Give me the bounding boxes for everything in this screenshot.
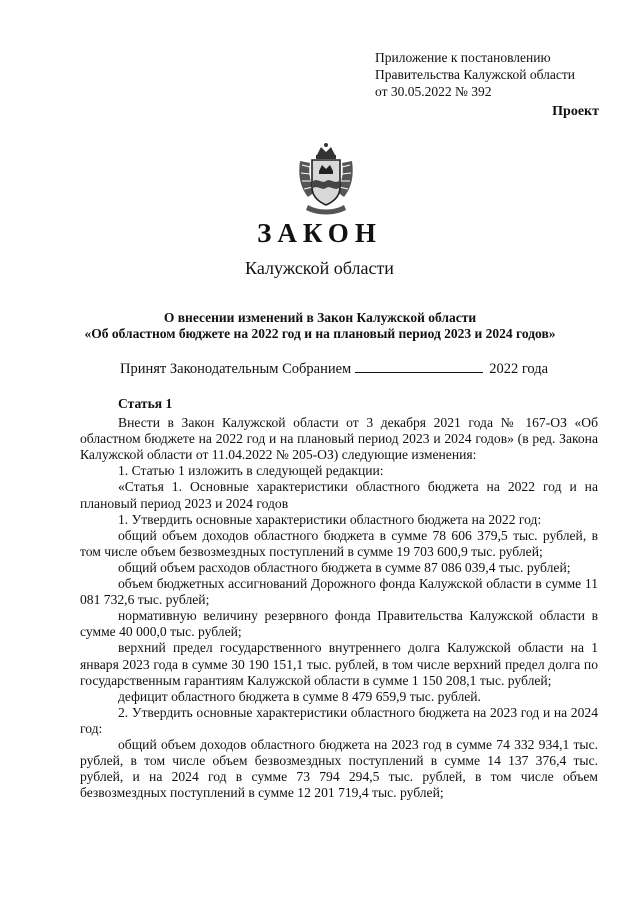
body-paragraph: нормативную величину резервного фонда Правительства Калужской области в сумме 40 000,0 тыс. рублей; [80,608,598,640]
adoption-suffix: 2022 года [489,361,549,377]
body-paragraph: 1. Статью 1 изложить в следующей редакции: [118,463,384,479]
coat-of-arms-icon [294,141,358,217]
date-blank-line [355,360,483,373]
appendix-line-1: Приложение к постановлению [375,50,551,65]
document-body [80,396,598,801]
body-paragraph: общий объем доходов областного бюджета в сумме 78 606 379,5 тыс. рублей, в том числе объем безвозмездных поступлений в сумме 19 703 600,9 тыс. рублей; [80,527,598,559]
body-paragraph: объем бюджетных ассигнований Дорожного фонда Калужской области в сумме 11 081 732,6 тыс. рублей; [80,576,598,608]
article-heading: Статья 1 [118,396,173,411]
appendix-line-3: от 30.05.2022 № 392 [375,84,492,99]
body-paragraph: 2. Утвердить основные характеристики областного бюджета на 2023 год и на 2024 год: [80,704,598,736]
adoption-prefix: Принят Законодательным Собранием [120,361,352,377]
region-subtitle: Калужской области [245,258,394,278]
body-paragraph: 1. Утвердить основные характеристики областного бюджета на 2022 год: [118,511,542,527]
subject-line-2: «Об областном бюджете на 2022 год и на плановый период 2023 и 2024 годов» [84,326,556,341]
document-title: ЗАКОН [257,218,382,248]
appendix-line-2: Правительства Калужской области [375,67,576,82]
appendix-reference [375,49,615,100]
adoption-line [120,360,548,378]
law-subject [60,310,580,342]
body-paragraph: общий объем доходов областного бюджета на 2023 год в сумме 74 332 934,1 тыс. рублей, в том числе объем безвозмездных поступлений в сумме 14 137 376,4 тыс. рублей, и на 2024 год в сумме 73 794 294,5 тыс. рублей, в том числе объем безвозмездных поступлений в сумме 12 201 719,4 тыс. рублей; [80,736,598,801]
body-paragraph: «Статья 1. Основные характеристики областного бюджета на 2022 год и на плановый период 2023 и 2024 годов [80,479,598,511]
subject-line-1: О внесении изменений в Закон Калужской области [163,310,477,325]
body-paragraph: дефицит областного бюджета в сумме 8 479 659,9 тыс. рублей. [118,688,481,704]
project-label: Проект [552,104,599,119]
body-paragraph: общий объем расходов областного бюджета в сумме 87 086 039,4 тыс. рублей; [118,559,571,575]
body-paragraph: верхний предел государственного внутреннего долга Калужской области на 1 января 2023 года в сумме 30 190 151,1 тыс. рублей, в том числе верхний предел долга по государственным гарантиям Калужской области в сумме 1 150 208,1 тыс. рублей; [80,640,598,688]
body-paragraph: Внести в Закон Калужской области от 3 декабря 2021 года № 167-ОЗ «Об областном бюджете на 2022 год и на плановый период 2023 и 2024 годов» (в ред. Закона Калужской области от 11.04.2022 № 205-ОЗ) следующие изменения: [80,415,598,463]
